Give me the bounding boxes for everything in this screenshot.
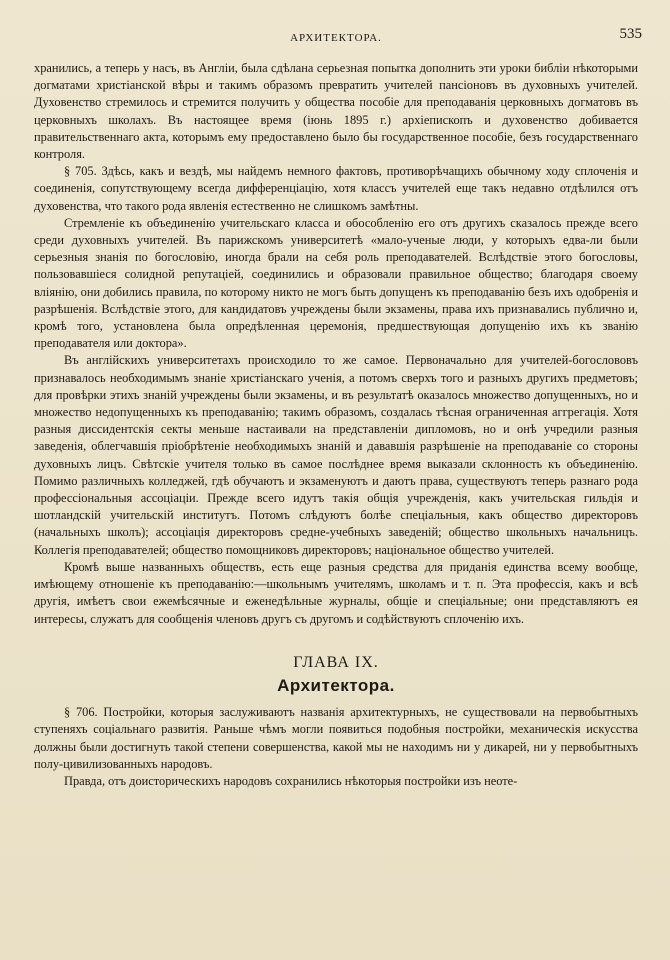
paragraph: Стремленіе къ объединенію учительскаго класса и обособленію его отъ другихъ сказалось прежде всего среди духовныхъ учителей. Въ парижскомъ университетѣ «мало-ученые люди, у которыхъ едва-ли были серьезныя знанія по богословію, иногда брали на себя роль преподавателей. Вслѣдствіе этого богословы, пользовавшіеся солидной репутаціей, соединились и образовали правильное общество; благодаря своему вліянію, они добились правила, по которому никто не могъ быть допущенъ къ преподаванію безъ ихъ одобренія и разрѣшенія. Вслѣдствіе этого, для кандидатовъ учреждены были экзамены, права ихъ признавались публично и, кромѣ того, установлена была опредѣленная церемонія, предшествующая допущенію ихъ къ званію преподавателя или доктора». (34, 215, 638, 351)
chapter-title: Архитектора. (277, 675, 395, 695)
page-number: 535 (619, 26, 642, 42)
chapter-number: ГЛАВА IX. (293, 653, 379, 671)
paragraph-section-706: § 706. Постройки, которыя заслуживаютъ названія архитектурныхъ, не существовали на первобытныхъ ступеняхъ соціальнаго развитія. Раньше чѣмъ могли появиться подобныя постройки, механическія искусства должны были достигнуть такой степени совершенства, какой мы не находимъ ни у дикарей, ни у первобытныхъ полу-цивилизованныхъ народовъ. (34, 705, 638, 771)
paragraph: Въ англійскихъ университетахъ происходило то же самое. Первоначально для учителей-богослововъ признавалось необходимымъ знаніе христіанскаго ученія, а потомъ сверхъ того и разныхъ другихъ предметовъ; для провѣрки этихъ знаній учреждены были экзамены, и въ результатѣ оказалось множество допущенныхъ, но и множество недопущенныхъ къ преподаванію; такимъ образомъ, создалась тѣсная ограниченная аггрегація. Хотя разныя диссидентскія секты меньше настаивали на представленіи дипломовъ, но и онѣ учредили разныя заведенія, облегчавшія пріобрѣтеніе необходимыхъ знаній и дававшія разрѣшеніе на преподаваніе со стороны духовныхъ лицъ. Свѣтскіе учителя только въ самое послѣднее время выказали склонность къ объединенію. Помимо различныхъ колледжей, гдѣ обучаютъ и экзаменуютъ и даютъ права, существуютъ теперь разнаго рода профессіональныя ассоціаціи. Прежде всего идутъ такія общія учрежденія, какъ учительская гильдія и шотландскій учительскій институтъ. Потомъ слѣдуютъ болѣе спеціальныя, какъ общество директоровъ (начальныхъ школъ); ассоціація директоровъ средне-учебныхъ заведеній; общество школьныхъ начальницъ. Коллегія преподавателей; общество помощниковъ директоровъ; національное общество учителей. (34, 353, 638, 557)
running-header (30, 26, 642, 50)
paragraph: Кромѣ выше названныхъ обществъ, есть еще разныя средства для приданія единства всему вообще, имѣющему отношеніе къ преподаванію:—школьнымъ учителямъ, школамъ и т. п. Эта профессія, какъ и всѣ другія, имѣетъ свои ежемѣсячные и еженедѣльные журналы, общіе и спеціальные; они представляютъ ея интересы, служатъ для сообщенія членовъ другъ съ другомъ и содѣйствуютъ сплоченію ихъ. (34, 559, 638, 626)
page-body (34, 60, 638, 790)
paragraph: Правда, отъ доисторическихъ народовъ сохранились нѣкоторыя постройки изъ неоте- (64, 773, 518, 788)
running-title: АРХИТЕКТОРА. (290, 32, 382, 44)
paragraph-continuation: хранились, а теперь у насъ, въ Англіи, была сдѣлана серьезная попытка дополнить эти уроки библіи нѣкоторыми догматами христіанской вѣры и такимъ образомъ превратить учителей пансіоновъ въ духовныхъ учителей. Духовенство стремилось и стремится получить у общества пособіе для преподаванія церковныхъ догматовъ въ церковныхъ школахъ. Въ настоящее время (іюнь 1895 г.) архіепископъ и духовенство добивается правительственнаго акта, которымъ ему предоставлено было бы государственное пособіе, безъ государственнаго контроля. (34, 61, 638, 162)
paragraph-section-705: § 705. Здѣсь, какъ и вездѣ, мы найдемъ немного фактовъ, противорѣчащихъ обычному ходу сплоченія и соединенія, сопутствующему всегда дифференціацію, хотя классъ учителей еще такъ недавно отдѣлился отъ духовенства, что такого рода явленія естественно не слишкомъ замѣтны. (34, 164, 638, 213)
